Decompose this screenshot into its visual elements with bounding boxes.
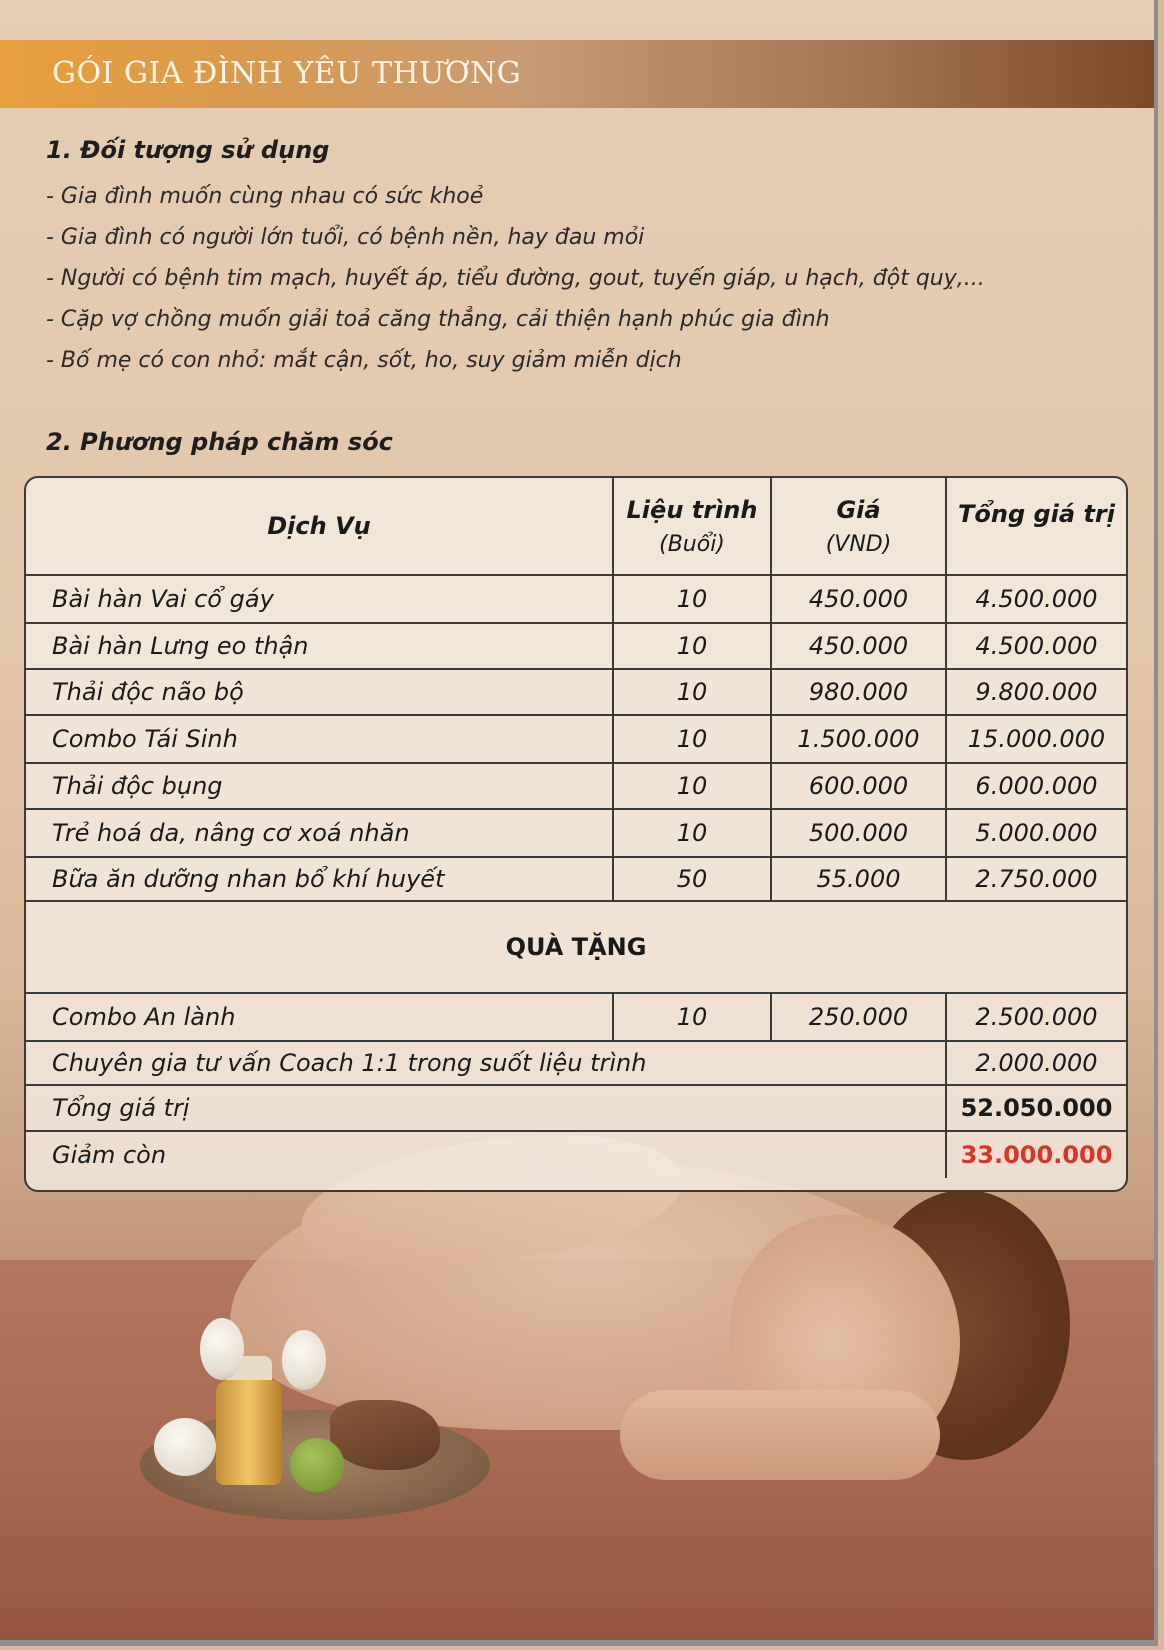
row-total: 15.000.000 xyxy=(945,716,1126,762)
herbal-ball-shape xyxy=(200,1318,244,1380)
arm-shape xyxy=(620,1390,940,1480)
session-count: 50 xyxy=(612,858,770,900)
row-total: 9.800.000 xyxy=(945,670,1126,714)
herb-bundle-shape xyxy=(330,1400,440,1470)
unit-price: 500.000 xyxy=(770,810,945,856)
service-name: Bữa ăn dưỡng nhan bổ khí huyết xyxy=(52,865,445,893)
pricing-table xyxy=(24,476,1128,1192)
table-row xyxy=(26,808,1126,856)
session-count: 10 xyxy=(612,716,770,762)
table-row xyxy=(26,992,1126,1040)
list-item: - Người có bệnh tim mạch, huyết áp, tiểu đường, gout, tuyến giáp, u hạch, đột quỵ,... xyxy=(46,266,985,291)
discount-label: Giảm còn xyxy=(52,1141,167,1169)
table-row xyxy=(26,856,1126,900)
discount-value: 33.000.000 xyxy=(945,1132,1126,1178)
unit-price: 600.000 xyxy=(770,764,945,808)
header-service: Dịch Vụ xyxy=(267,512,371,540)
section-1-heading: 1. Đối tượng sử dụng xyxy=(46,136,330,164)
coach-service-name: Chuyên gia tư vấn Coach 1:1 trong suốt liệu trình xyxy=(52,1049,647,1077)
unit-price: 55.000 xyxy=(770,858,945,900)
header-price: Giá (VND) xyxy=(770,478,945,574)
table-row xyxy=(26,574,1126,622)
row-total: 2.750.000 xyxy=(945,858,1126,900)
total-label: Tổng giá trị xyxy=(52,1094,190,1122)
package-title: GÓI GIA ĐÌNH YÊU THƯƠNG xyxy=(52,56,522,91)
session-count: 10 xyxy=(612,624,770,668)
target-user-list xyxy=(46,176,985,381)
lime-shape xyxy=(290,1438,344,1492)
service-name: Thải độc bụng xyxy=(52,772,223,800)
service-name: Thải độc não bộ xyxy=(52,678,244,706)
total-row xyxy=(26,1084,1126,1130)
row-total: 5.000.000 xyxy=(945,810,1126,856)
total-value: 52.050.000 xyxy=(945,1086,1126,1130)
header-sessions: Liệu trình (Buổi) xyxy=(612,478,770,574)
service-name: Trẻ hoá da, nâng cơ xoá nhăn xyxy=(52,819,410,847)
service-name: Bài hàn Lưng eo thận xyxy=(52,632,309,660)
header-total: Tổng giá trị xyxy=(945,478,1126,574)
unit-price: 250.000 xyxy=(770,994,945,1040)
title-banner xyxy=(0,40,1154,108)
session-count: 10 xyxy=(612,994,770,1040)
gift-service-name: Combo An lành xyxy=(52,1003,236,1031)
row-total: 4.500.000 xyxy=(945,576,1126,622)
list-item: - Cặp vợ chồng muốn giải toả căng thẳng, cải thiện hạnh phúc gia đình xyxy=(46,307,830,332)
gift-heading: QUÀ TẶNG xyxy=(505,933,647,961)
service-name: Bài hàn Vai cổ gáy xyxy=(52,585,274,613)
table-header-row xyxy=(26,478,1126,574)
session-count: 10 xyxy=(612,810,770,856)
discount-row xyxy=(26,1130,1126,1192)
oil-bottle-image xyxy=(216,1380,282,1485)
table-row xyxy=(26,668,1126,714)
table-row xyxy=(26,762,1126,808)
gift-heading-row xyxy=(26,900,1126,992)
herbal-ball-shape xyxy=(154,1418,216,1476)
row-total: 2.000.000 xyxy=(945,1042,1126,1084)
session-count: 10 xyxy=(612,576,770,622)
session-count: 10 xyxy=(612,670,770,714)
unit-price: 980.000 xyxy=(770,670,945,714)
row-total: 2.500.000 xyxy=(945,994,1126,1040)
herbal-ball-shape xyxy=(282,1330,326,1390)
service-name: Combo Tái Sinh xyxy=(52,725,238,753)
unit-price: 450.000 xyxy=(770,624,945,668)
list-item: - Gia đình có người lớn tuổi, có bệnh nền, hay đau mỏi xyxy=(46,225,645,250)
table-row xyxy=(26,622,1126,668)
row-total: 6.000.000 xyxy=(945,764,1126,808)
list-item: - Gia đình muốn cùng nhau có sức khoẻ xyxy=(46,184,484,209)
list-item: - Bố mẹ có con nhỏ: mắt cận, sốt, ho, suy giảm miễn dịch xyxy=(46,348,682,373)
table-row xyxy=(26,1040,1126,1084)
session-count: 10 xyxy=(612,764,770,808)
section-2-heading: 2. Phương pháp chăm sóc xyxy=(46,428,393,456)
unit-price: 450.000 xyxy=(770,576,945,622)
row-total: 4.500.000 xyxy=(945,624,1126,668)
table-row xyxy=(26,714,1126,762)
unit-price: 1.500.000 xyxy=(770,716,945,762)
